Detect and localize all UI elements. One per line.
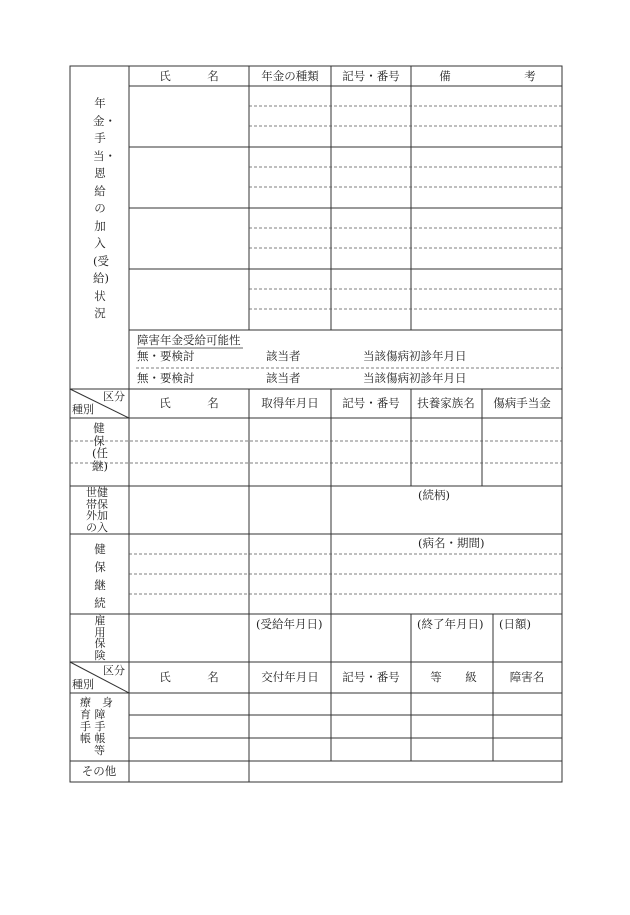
other-label: その他 [81, 764, 117, 778]
header-symbol-number: 記号・番号 [342, 69, 400, 83]
ins-header-dependents: 扶養家族名 [417, 396, 475, 410]
header-name-surname: 氏 [159, 69, 171, 83]
koyou-benefit-date: (受給年月日) [256, 617, 323, 631]
header-remarks-2: 考 [524, 69, 536, 83]
techo-corner-type: 種別 [72, 678, 94, 691]
setai-relation-note: (続柄) [418, 488, 450, 502]
disability-row2-date: 当該傷病初診年月日 [363, 371, 467, 385]
header-remarks-1: 備 [439, 69, 451, 83]
disability-row2-person: 該当者 [266, 371, 301, 385]
techo-header-grade-2: 級 [465, 670, 477, 684]
setai-line-4: の入 [86, 520, 108, 534]
koyou-daily-amount: (日額) [499, 617, 531, 631]
disability-row1-status: 無・要検討 [137, 349, 195, 363]
ins-header-symbol-number: 記号・番号 [342, 396, 400, 410]
ins-header-acquired-date: 取得年月日 [261, 396, 319, 410]
disability-row1-date: 当該傷病初診年月日 [363, 349, 467, 363]
pension-section-label: 年金・手当・恩給の加入(受給)状況 [93, 96, 116, 320]
setai-label [86, 487, 108, 533]
setai-line-1: 世健 [86, 486, 108, 499]
koyou-label: 雇用保険 [94, 614, 106, 662]
techo-header-disability-name: 障害名 [509, 670, 545, 684]
keizoku-note: (病名・期間) [418, 536, 485, 550]
techo-corner-category: 区分 [103, 664, 125, 677]
setai-line-3: 外加 [86, 509, 108, 522]
koyou-end-date: (終了年月日) [417, 617, 484, 631]
techo-header-symbol-number: 記号・番号 [342, 670, 400, 684]
techo-label-line-2: 育 障 [80, 708, 106, 721]
disability-pension-title: 障害年金受給可能性 [137, 333, 241, 347]
disability-row2-status: 無・要検討 [137, 371, 195, 385]
corner-category: 区分 [103, 390, 125, 403]
techo-header-given: 名 [207, 670, 219, 684]
header-name-given: 名 [207, 69, 219, 83]
techo-label-line-1: 療 身 [80, 696, 113, 709]
techo-label-line-4: 帳 帳 [80, 732, 106, 745]
techo-header-issue-date: 交付年月日 [261, 670, 319, 684]
setai-line-2: 帯保 [86, 497, 108, 511]
techo-label-line-5: 等 [94, 744, 105, 757]
techo-header-grade-1: 等 [430, 670, 442, 684]
kenpo-label: 健保(任継) [92, 421, 108, 473]
disability-row1-person: 該当者 [266, 349, 301, 363]
header-pension-type: 年金の種類 [261, 69, 319, 83]
corner-type: 種別 [72, 403, 94, 416]
ins-header-given: 名 [207, 396, 219, 410]
keizoku-label: 健保継続 [94, 542, 106, 610]
techo-label [80, 697, 113, 757]
techo-label-line-3: 手 手 [80, 720, 106, 733]
techo-header-surname: 氏 [159, 670, 171, 684]
ins-header-sickness-allowance: 傷病手当金 [493, 396, 551, 410]
ins-header-surname: 氏 [159, 396, 171, 410]
